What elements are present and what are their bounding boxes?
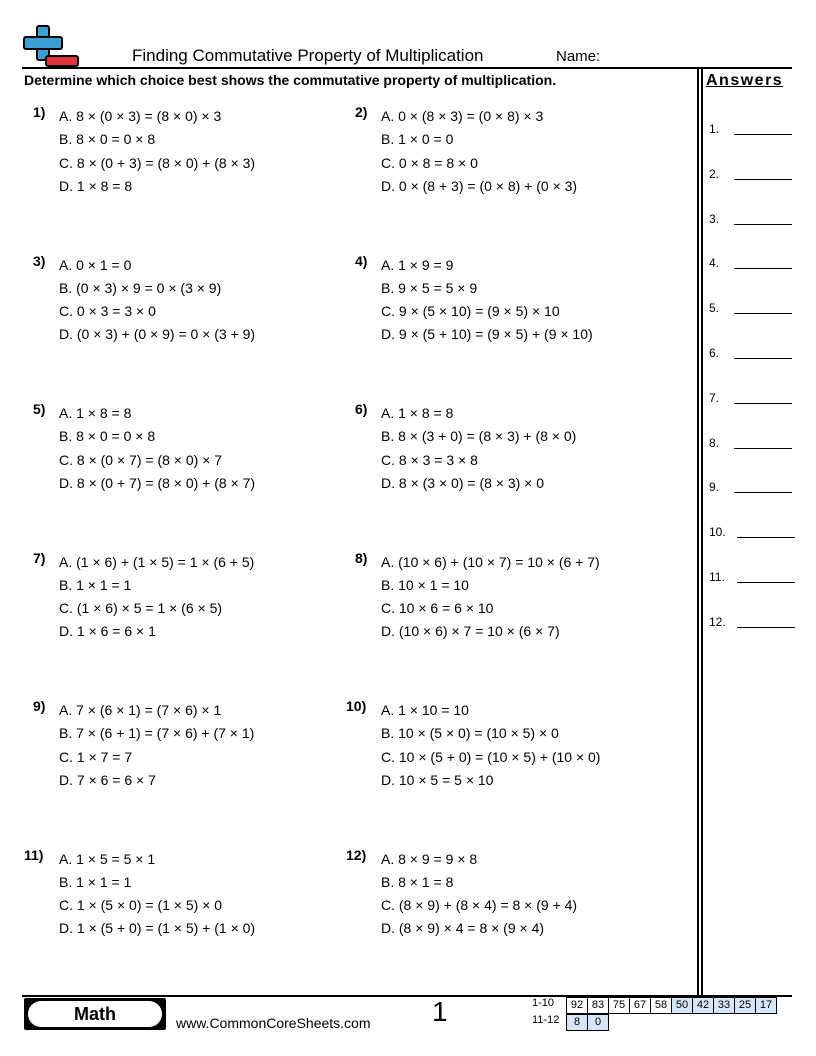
answer-line[interactable] (709, 301, 719, 315)
answer-number: 6. (709, 346, 720, 360)
answer-number: 4. (709, 256, 720, 271)
score-cell: 83 (588, 997, 609, 1014)
answer-choice: C. 10 × (5 + 0) = (10 × 5) + (10 × 0) (381, 748, 601, 765)
score-cell: 33 (714, 997, 735, 1014)
answer-choice: C. 0 × 3 = 3 × 0 (59, 303, 156, 320)
answer-choice: B. 8 × 0 = 0 × 8 (59, 131, 156, 148)
answer-line[interactable] (709, 256, 719, 270)
answer-choice: D. 8 × (3 × 0) = (8 × 3) × 0 (381, 474, 545, 491)
answer-choice: B. (0 × 3) × 9 = 0 × (3 × 9) (59, 279, 222, 296)
answer-line[interactable] (709, 346, 719, 360)
problem-number: 6) (355, 401, 368, 417)
answer-choice: B. 8 × 0 = 0 × 8 (59, 428, 156, 445)
answer-choice: A. 0 × 1 = 0 (59, 256, 132, 273)
plus-minus-logo-icon (22, 24, 80, 68)
score-row (530, 1014, 609, 1031)
score-range-label: 11-12 (532, 1014, 560, 1026)
answer-number: 12. (709, 614, 726, 629)
answer-choice: C. 1 × 7 = 7 (59, 748, 133, 765)
score-cell: 58 (651, 997, 672, 1014)
answer-blank[interactable] (737, 627, 795, 628)
problem-number: 8) (355, 549, 368, 566)
answer-choice: D. 0 × (8 + 3) = (0 × 8) + (0 × 3) (381, 177, 578, 194)
page-number: 1 (432, 996, 448, 1027)
answer-number: 2. (709, 166, 720, 181)
answer-choice: A. (10 × 6) + (10 × 7) = 10 × (6 + 7) (381, 553, 600, 570)
problem-number: 7) (33, 549, 46, 566)
answer-choice: C. 8 × (0 + 3) = (8 × 0) + (8 × 3) (59, 154, 256, 171)
answer-choice: C. 8 × 3 = 3 × 8 (381, 451, 478, 468)
answer-choice: D. (8 × 9) × 4 = 8 × (9 × 4) (381, 920, 545, 937)
answer-blank[interactable] (734, 268, 792, 269)
instructions: Determine which choice best shows the commutative property of multiplication. (24, 72, 557, 88)
answer-line[interactable] (709, 167, 719, 181)
answer-number: 8. (709, 435, 720, 450)
answer-choice: C. 1 × (5 × 0) = (1 × 5) × 0 (59, 897, 223, 914)
problem-number: 2) (355, 104, 368, 120)
page-title: Finding Commutative Property of Multiplication (132, 46, 484, 65)
score-cell: 8 (566, 1014, 588, 1031)
answer-choice: D. 10 × 5 = 5 × 10 (381, 771, 494, 788)
answer-choice: C. 0 × 8 = 8 × 0 (381, 154, 478, 171)
score-cell: 17 (756, 997, 777, 1014)
answer-choice: C. (8 × 9) + (8 × 4) = 8 × (9 + 4) (381, 897, 578, 914)
answer-line[interactable] (709, 122, 719, 136)
answer-choice: B. 9 × 5 = 5 × 9 (381, 279, 478, 296)
answer-choice: B. 7 × (6 + 1) = (7 × 6) + (7 × 1) (59, 725, 255, 742)
answer-number: 11. (709, 570, 725, 584)
answer-choice: C. 8 × (0 × 7) = (8 × 0) × 7 (59, 451, 223, 468)
answer-number: 9. (709, 480, 720, 495)
answer-blank[interactable] (734, 224, 792, 225)
problem-number: 10) (346, 698, 367, 714)
score-cell: 25 (735, 997, 756, 1014)
answer-line[interactable] (709, 480, 719, 494)
answers-divider-right (701, 67, 703, 996)
answer-choice: D. 1 × (5 + 0) = (1 × 5) + (1 × 0) (59, 920, 256, 937)
answer-choice: A. 8 × 9 = 9 × 8 (381, 850, 478, 867)
answer-blank[interactable] (734, 492, 792, 493)
header-divider (22, 67, 792, 69)
answer-choice: A. 8 × (0 × 3) = (8 × 0) × 3 (59, 108, 222, 124)
answer-choice: B. 10 × 1 = 10 (381, 576, 469, 593)
answer-blank[interactable] (737, 537, 795, 538)
answer-choice: B. 1 × 0 = 0 (381, 131, 454, 148)
website-link: www.CommonCoreSheets.com (176, 1015, 371, 1031)
answer-choice: B. 1 × 1 = 1 (59, 576, 132, 593)
answer-choice: B. 8 × 1 = 8 (381, 873, 454, 890)
answer-choice: D. 7 × 6 = 6 × 7 (59, 771, 156, 788)
answer-line[interactable] (709, 212, 719, 226)
answer-choice: B. 1 × 1 = 1 (59, 873, 132, 890)
answer-line[interactable] (709, 436, 719, 450)
problem-number: 1) (33, 104, 46, 120)
problem-number: 5) (33, 401, 46, 417)
name-label: Name: (556, 48, 601, 65)
answer-choice: A. 1 × 5 = 5 × 1 (59, 850, 156, 867)
answer-choice: D. (10 × 6) × 7 = 10 × (6 × 7) (381, 623, 560, 640)
answer-line[interactable] (709, 391, 719, 405)
score-cell: 75 (609, 997, 630, 1014)
score-cell: 50 (672, 997, 693, 1014)
answers-divider-left (697, 67, 699, 996)
problem-number: 9) (33, 698, 46, 714)
answer-choice: B. 10 × (5 × 0) = (10 × 5) × 0 (381, 725, 559, 742)
answer-blank[interactable] (734, 313, 792, 314)
subject-label: Math (28, 1001, 162, 1027)
answer-blank[interactable] (734, 448, 792, 449)
problem-number: 11) (24, 846, 44, 863)
answer-choice: A. 1 × 9 = 9 (381, 256, 454, 273)
score-cell: 0 (588, 1014, 609, 1031)
problem-number: 4) (355, 252, 368, 269)
answer-choice: C. 10 × 6 = 6 × 10 (381, 600, 494, 617)
answer-choice: A. 7 × (6 × 1) = (7 × 6) × 1 (59, 702, 222, 718)
answer-choice: D. 9 × (5 + 10) = (9 × 5) + (9 × 10) (381, 326, 593, 343)
subject-badge (24, 998, 166, 1030)
answer-choice: A. 1 × 10 = 10 (381, 702, 469, 718)
answer-line[interactable] (709, 570, 725, 584)
answer-choice: A. (1 × 6) + (1 × 5) = 1 × (6 + 5) (59, 553, 255, 570)
score-range-label: 1-10 (532, 997, 555, 1009)
problem-number: 12) (346, 846, 367, 863)
answer-blank[interactable] (734, 179, 792, 180)
score-cell: 67 (630, 997, 651, 1014)
answer-number: 7. (709, 390, 720, 405)
answer-choice: A. 0 × (8 × 3) = (0 × 8) × 3 (381, 108, 544, 124)
answer-choice: D. (0 × 3) + (0 × 9) = 0 × (3 + 9) (59, 326, 256, 343)
answer-blank[interactable] (737, 582, 795, 583)
answer-blank[interactable] (734, 134, 792, 135)
score-cell: 92 (566, 997, 588, 1014)
answer-choice: A. 1 × 8 = 8 (381, 405, 454, 421)
answer-line[interactable] (709, 525, 726, 539)
score-row (530, 997, 777, 1014)
answer-choice: C. 9 × (5 × 10) = (9 × 5) × 10 (381, 303, 560, 320)
answer-blank[interactable] (734, 403, 792, 404)
score-cell: 42 (693, 997, 714, 1014)
answer-line[interactable] (709, 615, 726, 629)
problem-number: 3) (33, 252, 46, 269)
answer-choice: D. 8 × (0 + 7) = (8 × 0) + (8 × 7) (59, 474, 256, 491)
answer-number: 1. (709, 122, 720, 136)
answer-number: 10. (709, 525, 726, 540)
answer-choice: A. 1 × 8 = 8 (59, 405, 132, 421)
answer-number: 5. (709, 301, 720, 316)
answer-choice: D. 1 × 8 = 8 (59, 177, 133, 194)
answer-choice: B. 8 × (3 + 0) = (8 × 3) + (8 × 0) (381, 428, 577, 445)
answer-choice: D. 1 × 6 = 6 × 1 (59, 623, 156, 640)
answers-heading: Answers (706, 72, 784, 89)
answer-choice: C. (1 × 6) × 5 = 1 × (6 × 5) (59, 600, 223, 617)
answer-number: 3. (709, 211, 720, 226)
answer-blank[interactable] (734, 358, 792, 359)
